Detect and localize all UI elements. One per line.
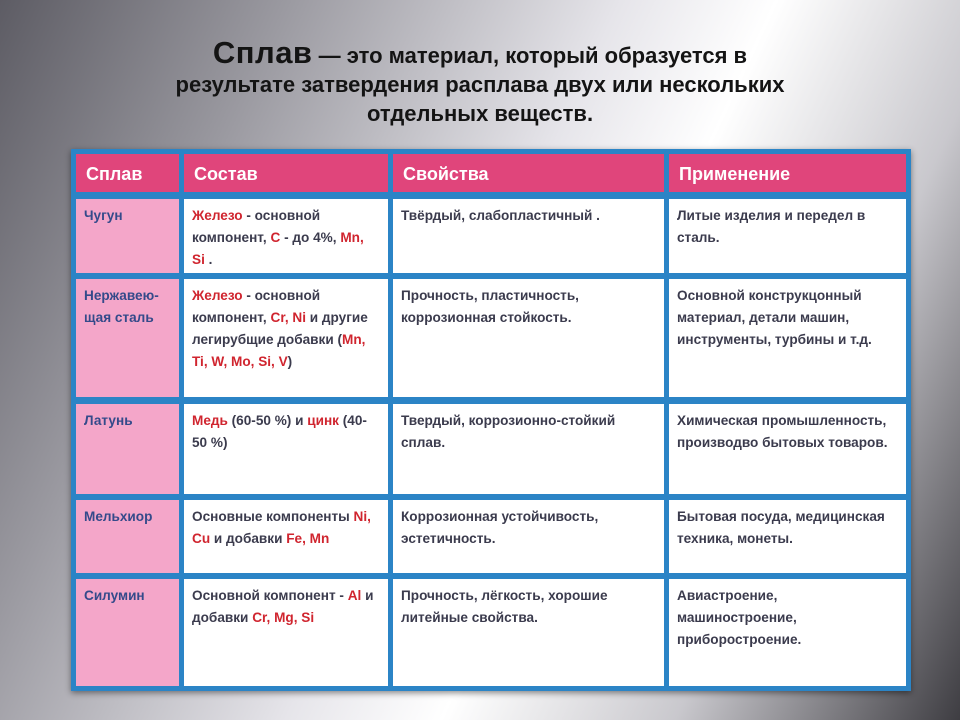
heading-line-3: отдельных веществ. (366, 101, 594, 126)
cell-properties-text: Твёрдый, слабопластичный . (401, 208, 600, 223)
heading-line-2: результате затвердения расплава двух или нескольких (175, 72, 785, 97)
header-alloy-label: Сплав (86, 164, 143, 184)
alloys-table (71, 149, 911, 691)
highlighted-text: Mn, Si (192, 230, 364, 267)
cell-alloy-text: Чугун (84, 208, 123, 223)
plain-text: Основной компонент - (192, 588, 348, 603)
plain-text: и другие легирубщие добавки ( (192, 310, 368, 347)
cell-application (669, 404, 906, 494)
heading-line-1 (0, 35, 960, 70)
header-alloy (76, 154, 179, 192)
highlighted-text: цинк (307, 413, 339, 428)
cell-properties (393, 279, 664, 397)
highlighted-text: Mn, Ti, W, Mo, Si, V (192, 332, 366, 369)
plain-text: . (204, 252, 213, 267)
cell-alloy (76, 199, 179, 273)
heading-line-1-rest: — это материал, который образуется в (312, 43, 748, 68)
plain-text: - до 4%, (280, 230, 341, 245)
cell-composition (184, 404, 388, 494)
highlighted-text: Cr, Mg, Si (252, 610, 315, 625)
header-properties-label: Свойства (403, 164, 489, 184)
plain-text: (40-50 %) (192, 413, 367, 450)
cell-application (669, 579, 906, 686)
header-composition-label: Состав (194, 164, 258, 184)
cell-composition (184, 500, 388, 573)
slide-heading (0, 35, 960, 128)
cell-application-text: Бытовая посуда, медицинская техника, монеты. (677, 509, 885, 546)
highlighted-text: Железо (192, 208, 243, 223)
cell-alloy (76, 579, 179, 686)
header-application-label: Применение (679, 164, 791, 184)
plain-text: и добавки (210, 531, 287, 546)
cell-properties-text: Коррозионная устойчивость, эстетичность. (401, 509, 599, 546)
cell-composition (184, 579, 388, 686)
plain-text: - основной компонент, (192, 288, 321, 325)
cell-alloy (76, 279, 179, 397)
cell-properties (393, 404, 664, 494)
cell-application-text: Основной конструкцонный материал, детали машин, инструменты, турбины и т.д. (677, 288, 872, 347)
highlighted-text: Fe, Mn (286, 531, 330, 546)
cell-application-text: Химическая промышленность, производво бытовых товаров. (677, 413, 888, 450)
heading-term: Сплав (212, 35, 313, 70)
plain-text: Основные компоненты (192, 509, 354, 524)
highlighted-text: Al (347, 588, 362, 603)
header-properties (393, 154, 664, 192)
cell-application (669, 279, 906, 397)
plain-text: (60-50 %) и (227, 413, 308, 428)
plain-text: и добавки (192, 588, 374, 625)
plain-text: - основной компонент, (192, 208, 321, 245)
highlighted-text: Медь (192, 413, 228, 428)
cell-alloy (76, 404, 179, 494)
cell-composition (184, 279, 388, 397)
cell-composition (184, 199, 388, 273)
cell-properties-text: Прочность, лёгкость, хорошие литейные свойства. (401, 588, 608, 625)
cell-alloy-text: Силумин (84, 588, 145, 603)
plain-text: ) (287, 354, 293, 369)
highlighted-text: Железо (192, 288, 243, 303)
cell-application (669, 199, 906, 273)
highlighted-text: Cr, Ni (270, 310, 307, 325)
highlighted-text: Ni, Cu (192, 509, 371, 546)
cell-application-text: Авиастроение, машиностроение, приборостроение. (677, 588, 802, 647)
cell-application (669, 500, 906, 573)
cell-properties (393, 579, 664, 686)
cell-alloy (76, 500, 179, 573)
cell-properties (393, 199, 664, 273)
cell-properties-text: Прочность, пластичность, коррозионная стойкость. (401, 288, 579, 325)
header-application (669, 154, 906, 192)
cell-alloy-text: Мельхиор (84, 509, 153, 524)
cell-alloy-text: Нержавею-щая сталь (84, 288, 159, 325)
header-composition (184, 154, 388, 192)
cell-properties (393, 500, 664, 573)
highlighted-text: С (270, 230, 281, 245)
cell-alloy-text: Латунь (84, 413, 133, 428)
cell-properties-text: Твердый, коррозионно-стойкий сплав. (401, 413, 616, 450)
cell-application-text: Литые изделия и передел в сталь. (677, 208, 866, 245)
